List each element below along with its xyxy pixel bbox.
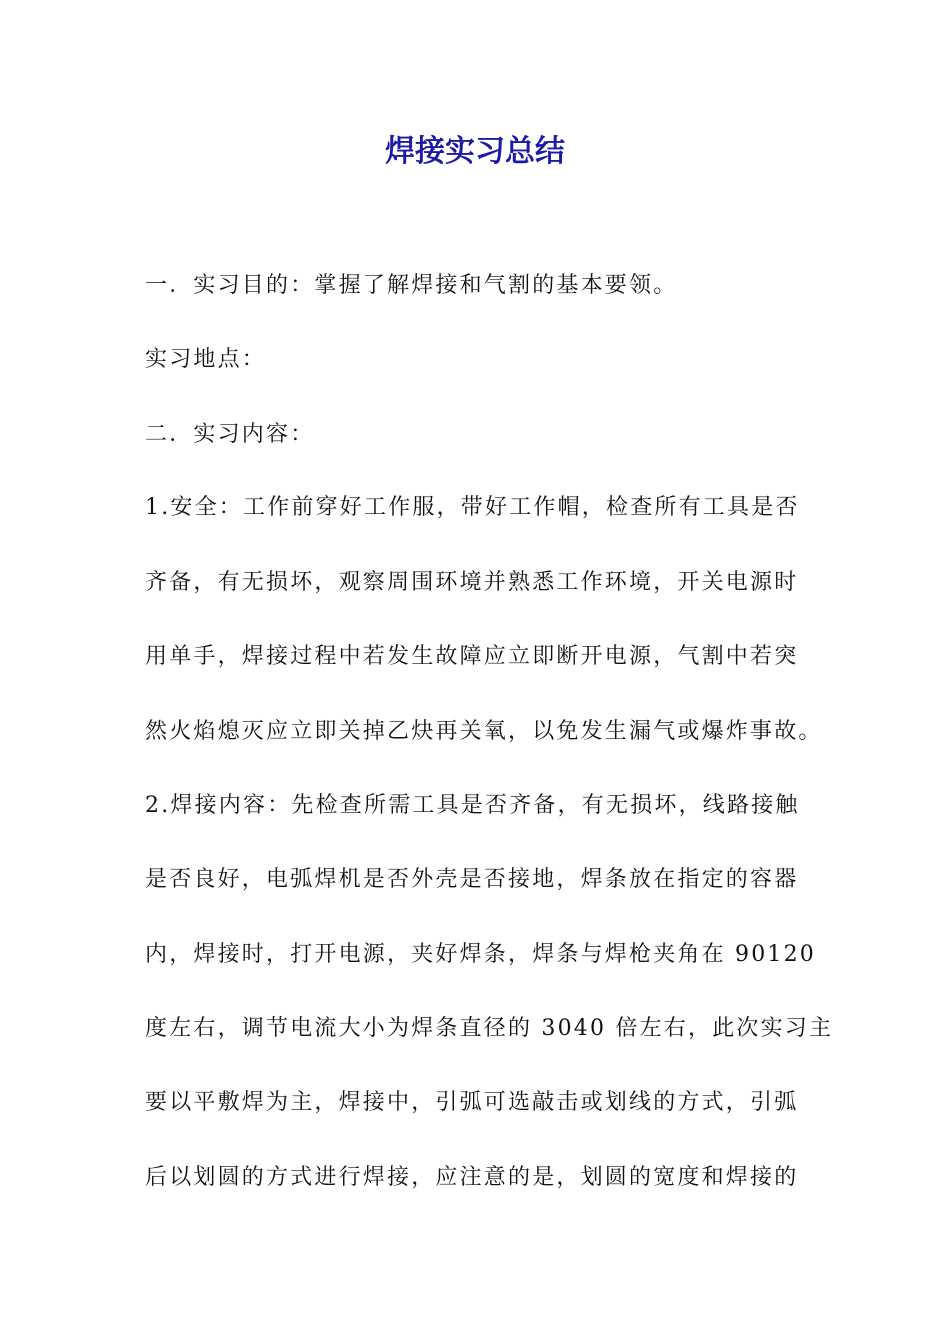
body-line: 2.焊接内容：先检查所需工具是否齐备，有无损坏，线路接触 (145, 793, 800, 818)
body-line: 1.安全：工作前穿好工作服，带好工作帽，检查所有工具是否 (145, 495, 800, 520)
body-line: 用单手，焊接过程中若发生故障应立即断开电源，气割中若突 (145, 644, 799, 669)
body-line: 是否良好，电弧焊机是否外壳是否接地，焊条放在指定的容器 (145, 867, 799, 892)
body-line: 内，焊接时，打开电源，夹好焊条，焊条与焊枪夹角在 90120 (145, 942, 816, 967)
document-title: 焊接实习总结 (385, 134, 565, 169)
body-line-objective: 一．实习目的：掌握了解焊接和气割的基本要领。 (145, 273, 678, 298)
body-line: 度左右，调节电流大小为焊条直径的 3040 倍左右，此次实习主 (145, 1016, 834, 1041)
body-line: 要以平敷焊为主，焊接中，引弧可选敲击或划线的方式，引弧 (145, 1090, 799, 1115)
body-line-content-heading: 二．实习内容： (145, 422, 315, 447)
body-line: 齐备，有无损坏，观察周围环境并熟悉工作环境，开关电源时 (145, 570, 799, 595)
body-line-location: 实习地点： (145, 347, 267, 372)
body-line: 然火焰熄灭应立即关掉乙炔再关氧，以免发生漏气或爆炸事故。 (145, 719, 823, 744)
body-line: 后以划圆的方式进行焊接，应注意的是，划圆的宽度和焊接的 (145, 1165, 799, 1190)
